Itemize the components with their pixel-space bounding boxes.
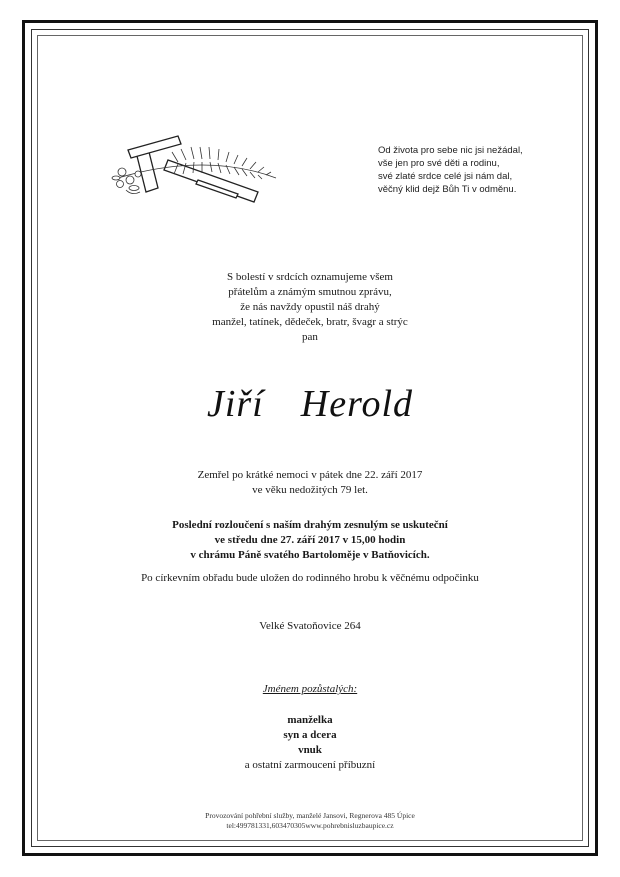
funeral-line: Poslední rozloučení s naším drahým zesnulým se uskuteční — [172, 519, 448, 531]
announcement-line: S bolestí v srdcích oznamujeme všem — [227, 271, 393, 283]
announcement-line: pan — [302, 331, 318, 343]
footer-line: Provozování pohřební služby, manželé Jansovi, Regnerova 485 Úpice — [205, 811, 415, 820]
death-notice — [0, 468, 620, 498]
mourner: vnuk — [298, 744, 322, 756]
mourners-list — [0, 713, 620, 773]
funeral-line: ve středu dne 27. září 2017 v 15,00 hodin — [214, 534, 406, 546]
cross-palm-icon — [108, 130, 283, 210]
funeral-line: v chrámu Páně svatého Bartoloměje v Batňovicích. — [190, 549, 430, 561]
footer-line: tel:499781331,603470305www.pohrebnisluzbaupice.cz — [226, 821, 394, 830]
death-line: Zemřel po krátké nemoci v pátek dne 22. září 2017 — [197, 469, 423, 481]
on-behalf-heading: Jménem pozůstalých: — [262, 683, 358, 695]
announcement-line: že nás navždy opustil náš drahý — [240, 301, 380, 313]
verse-line: své zlaté srdce celé jsi nám dal, — [378, 171, 513, 182]
verse-line: věčný klid dejž Bůh Ti v odměnu. — [378, 184, 517, 195]
family-address: Velké Svatoňovice 264 — [259, 620, 361, 632]
announcement-line: přátelům a známým smutnou zprávu, — [228, 286, 392, 298]
memorial-verse — [378, 144, 578, 196]
death-line: ve věku nedožitých 79 let. — [252, 484, 368, 496]
mourner: syn a dcera — [283, 729, 337, 741]
deceased-name: Jiří Herold — [206, 383, 413, 425]
verse-line: vše jen pro své děti a rodinu, — [378, 158, 500, 169]
funeral-service-footer — [0, 811, 620, 831]
funeral-details — [0, 518, 620, 563]
mourner: manželka — [287, 714, 333, 726]
verse-line: Od života pro sebe nic jsi nežádal, — [378, 145, 523, 156]
announcement-text — [0, 270, 620, 345]
announcement-line: manžel, tatínek, dědeček, bratr, švagr a strýc — [212, 316, 408, 328]
mourner: a ostatní zarmoucení příbuzní — [244, 759, 376, 771]
burial-note: Po církevním obřadu bude uložen do rodinného hrobu k věčnému odpočinku — [141, 572, 479, 584]
